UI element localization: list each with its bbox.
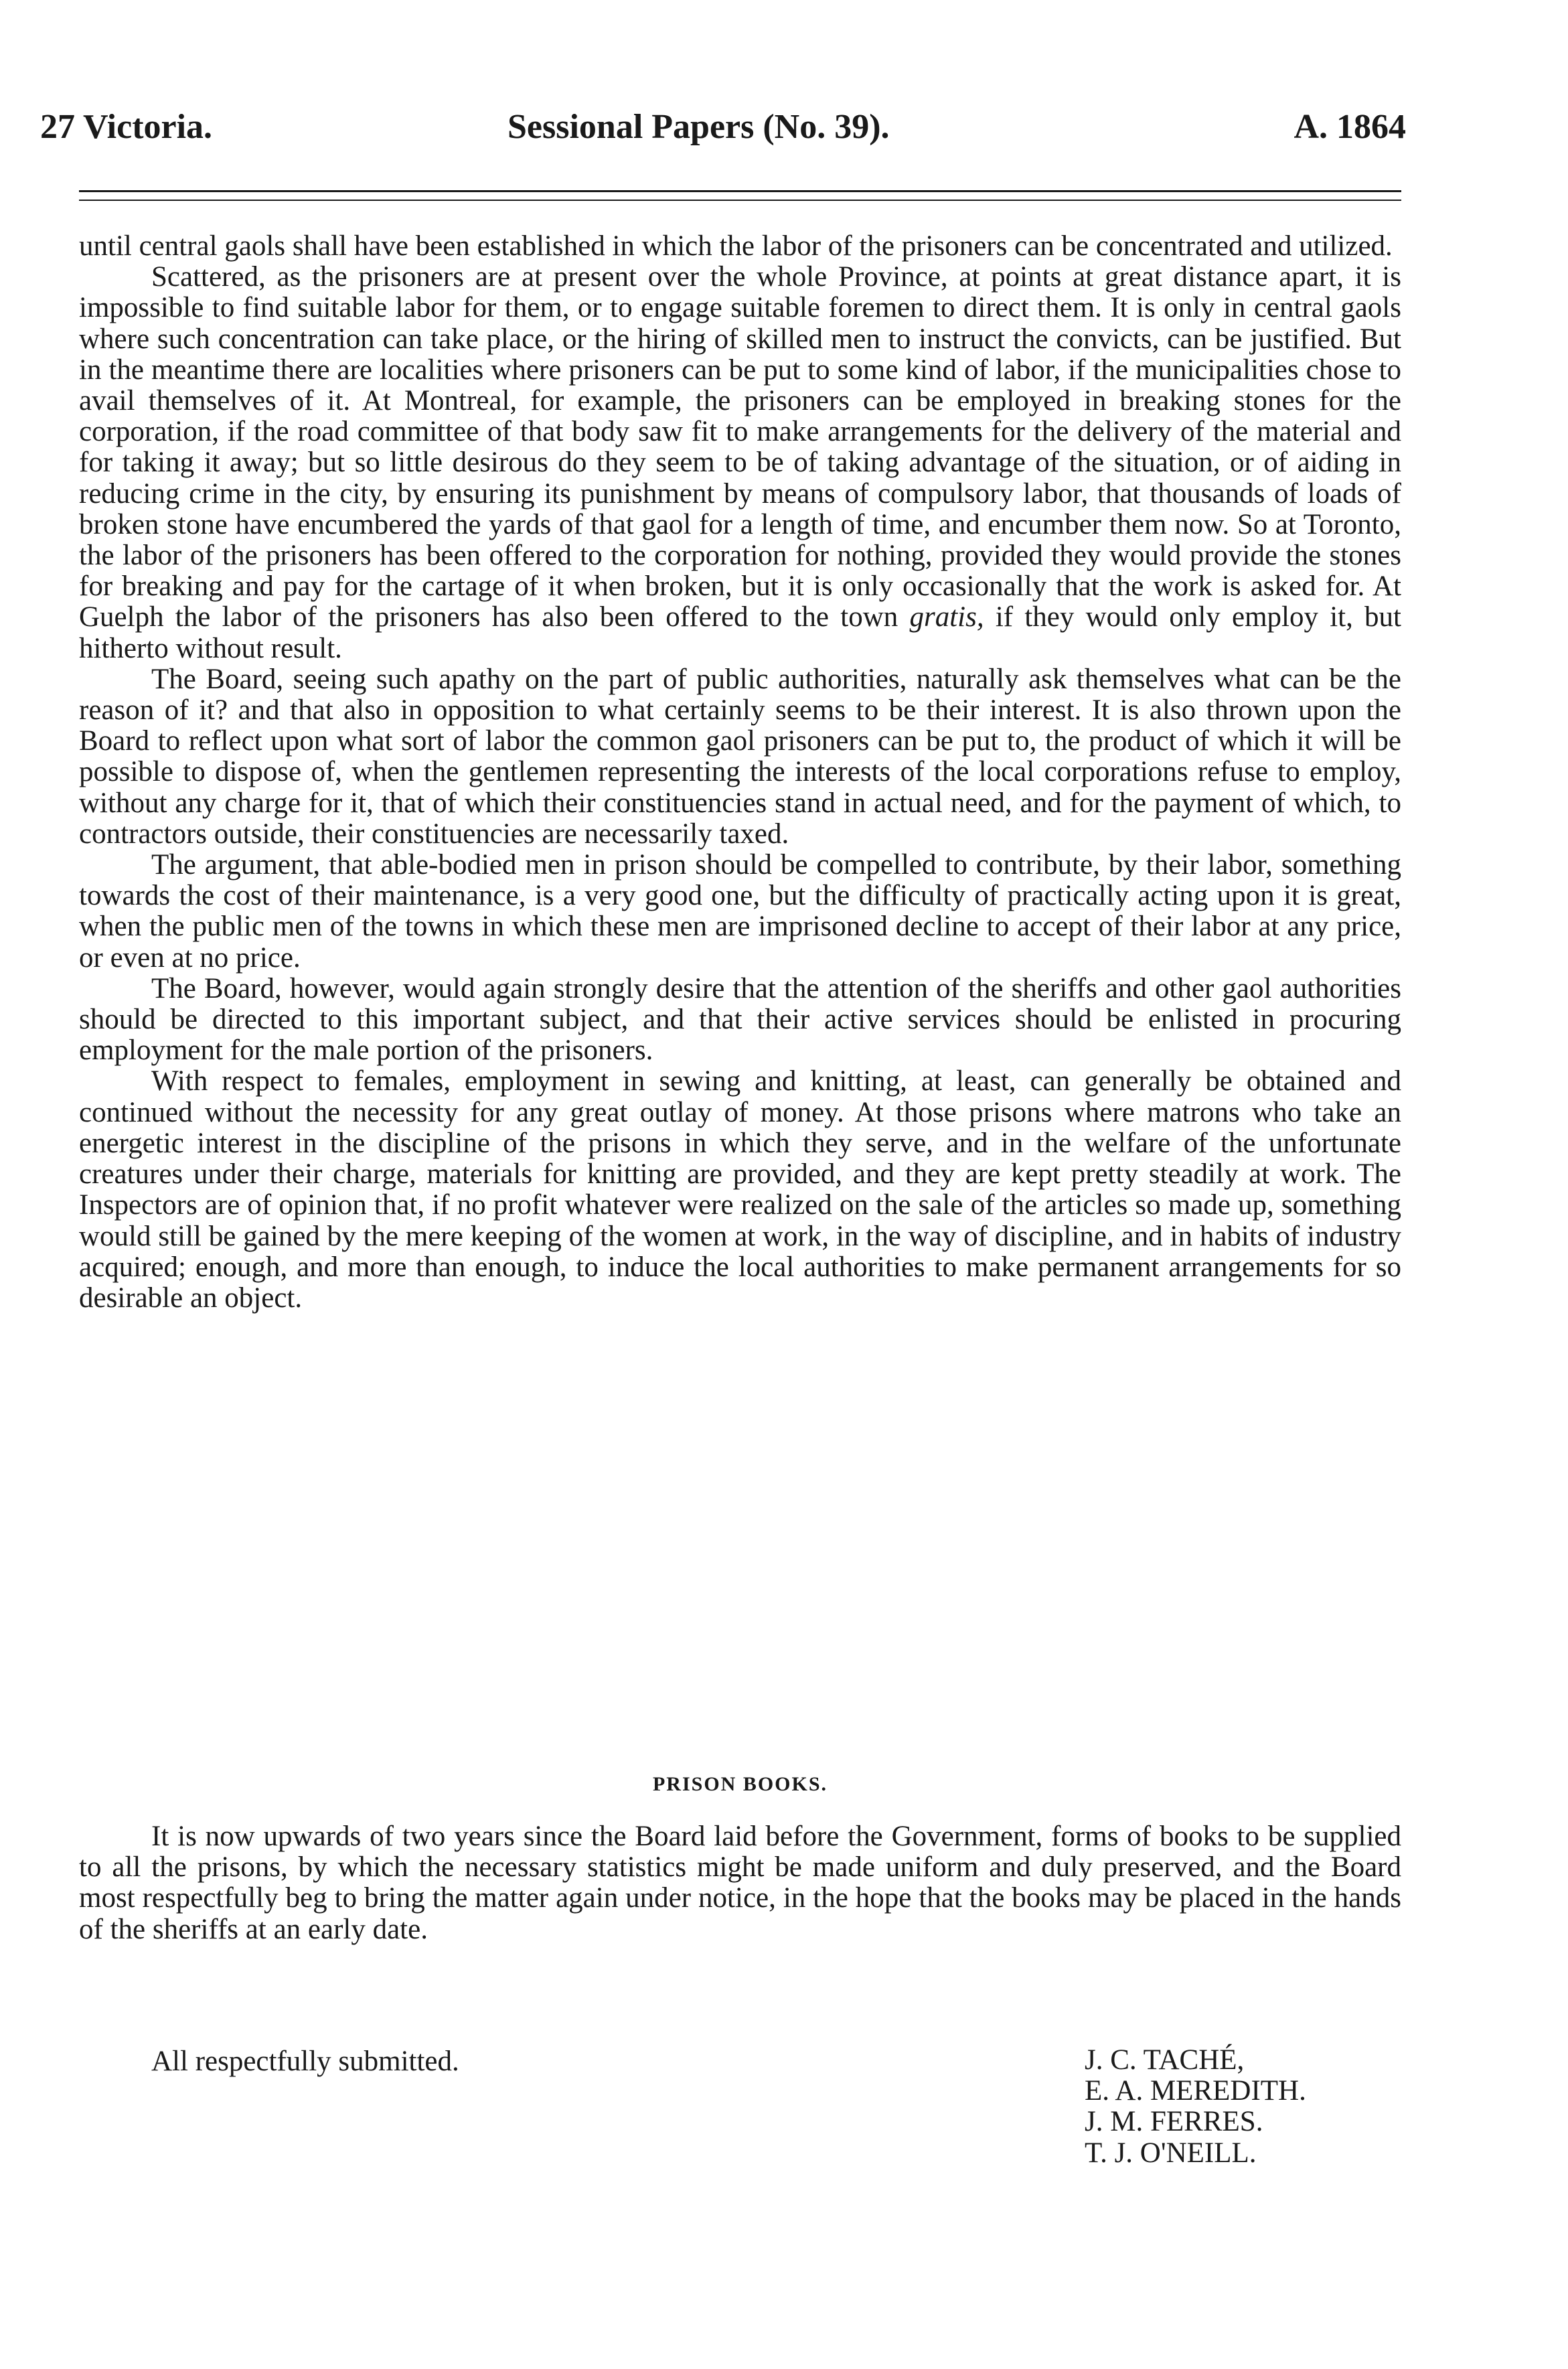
paragraph-board-apathy: The Board, seeing such apathy on the part of public authorities, naturally ask themselves what can be the reason of it? and that also in opposition to what certainly seems to be their interest. It is also thrown upon the Board to reflect upon what sort of labor the common gaol prisoners can be put to, the product of which it will be possible to dispose of, when the gentlemen representing the interests of the local corporations refuse to employ, without any charge for it, that of which their constituencies stand in actual need, and for the payment of which, to contractors outside, their constituencies are necessarily taxed.	[79, 663, 1401, 850]
page-header	[40, 107, 1406, 161]
signature-tache: J. C. TACHÉ,	[1085, 2044, 1245, 2076]
header-sessional-papers: Sessional Papers (No. 39).	[507, 108, 890, 146]
paragraph-females: With respect to females, employment in sewing and knitting, at least, can generally be obtained and continued without the necessity for any great outlay of money. At those prisons where matrons who take an energetic interest in the discipline of the prisons in which they serve, and in the welfare of the unfortunate creatures under their charge, materials for knitting are provided, and they are kept pretty steadily at work. The Inspectors are of opinion that, if no profit whatever were realized on the sale of the articles so made up, something would still be gained by the mere keeping of the women at work, in the way of discipline, and in habits of industry acquired; enough, and more than enough, to induce the local authorities to make permanent arrangements for so desirable an object.	[79, 1065, 1401, 1314]
submitted-line: All respectfully submitted.	[151, 2046, 459, 2077]
paragraph-scattered-tail: if they would only employ it, but hitherto without result.	[79, 601, 1402, 664]
report-body	[79, 231, 1401, 1314]
paragraph-prison-books: It is now upwards of two years since the Board laid before the Government, forms of books to be supplied to all the prisons, by which the necessary statistics might be made uniform and duly preserved, and the Board most respectfully beg to bring the matter again under notice, in the hope that the books may be placed in the hands of the sheriffs at an early date.	[79, 1821, 1401, 1945]
signature-meredith: E. A. MEREDITH.	[1085, 2075, 1306, 2107]
gratis-italic: gratis,	[909, 601, 984, 633]
signature-oneill: T. J. O'NEILL.	[1085, 2137, 1257, 2169]
paragraph-able-bodied: The argument, that able-bodied men in prison should be compelled to contribute, by their labor, something towards the cost of their maintenance, is a very good one, but the difficulty of practically acting upon it is great, when the public men of the towns in which these men are imprisoned decline to accept of their labor at any price, or even at no price.	[79, 849, 1401, 974]
section-title-prison-books: PRISON BOOKS.	[652, 1773, 828, 1795]
header-regnal-year: 27 Victoria.	[40, 108, 213, 146]
header-rule-top	[79, 190, 1401, 192]
signature-ferres: J. M. FERRES.	[1085, 2106, 1263, 2138]
signature-block	[1085, 2045, 1306, 2169]
paragraph-scattered-text: Scattered, as the prisoners are at present over the whole Province, at points at great distance apart, it is impossible to find suitable labor for them, or to engage suitable foremen to direct them. It is only in central gaols where such concentration can take place, or the hiring of skilled men to instruct the convicts, can be justified. But in the meantime there are localities where prisoners can be put to some kind of labor, if the municipalities chose to avail themselves of it. At Montreal, for example, the prisoners can be employed in breaking stones for the corporation, if the road committee of that body saw fit to make arrangements for the delivery of the material and for taking it away; but so little desirous do they seem to be of taking advantage of the situation, or of aiding in reducing crime in the city, by ensuring its punishment by means of compulsory labor, that thousands of loads of broken stone have encumbered the yards of that gaol for a length of time, and encumber them now. So at Toronto, the labor of the prisoners has been offered to the corporation for nothing, provided they would provide the stones for breaking and pay for the cartage of it when broken, but it is only occasionally that the work is asked for. At Guelph the labor of the prisoners has also been offered to the town	[79, 261, 1401, 633]
header-year: A. 1864	[1293, 108, 1406, 146]
paragraph-scattered-prisoners	[79, 262, 1401, 664]
paragraph-continuation: until central gaols shall have been established in which the labor of the prisoners can be concentrated and utilized.	[79, 230, 1393, 262]
closing-section	[79, 1821, 1401, 1945]
paragraph-sheriffs: The Board, however, would again strongly desire that the attention of the sheriffs and other gaol authorities should be directed to this important subject, and that their active services should be enlisted in procuring employment for the male portion of the prisoners.	[79, 972, 1401, 1067]
header-rule-bottom	[79, 200, 1401, 201]
